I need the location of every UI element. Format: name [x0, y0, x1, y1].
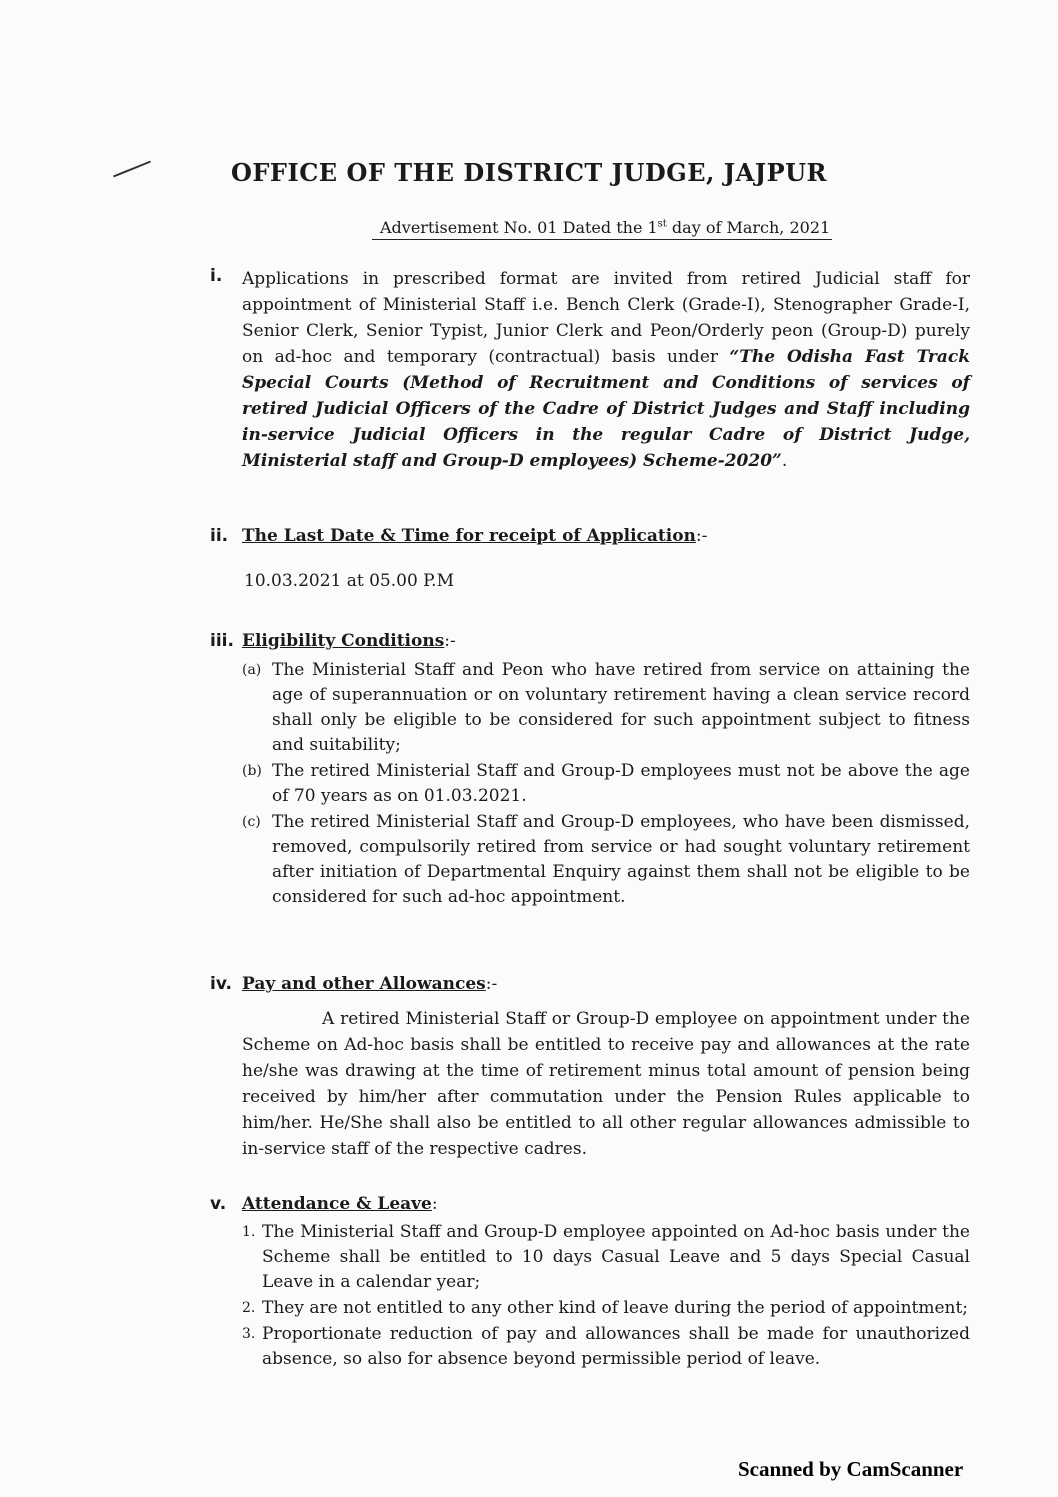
section-v-heading-text: Attendance & Leave — [242, 1194, 432, 1214]
advertisement-suffix: day of March, 2021 — [666, 218, 831, 237]
section-ii-heading-text: The Last Date & Time for receipt of Application — [242, 526, 696, 546]
section-i — [210, 266, 970, 474]
eligibility-item-c — [242, 810, 970, 910]
section-v-number: v. — [210, 1194, 227, 1214]
section-iii — [210, 631, 970, 910]
section-i-end: . — [781, 451, 788, 471]
eligibility-item-b-label: (b) — [242, 763, 262, 779]
leave-item-3-text: Proportionate reduction of pay and allowances shall be made for unauthorized absence, so also for absence beyond permissible period of leave. — [262, 1324, 970, 1369]
section-ii-heading — [242, 526, 970, 546]
eligibility-item-b — [242, 759, 970, 809]
eligibility-item-b-text: The retired Ministerial Staff and Group-D employees must not be above the age of 70 years as on 01.03.2021. — [272, 761, 970, 806]
section-iii-number: iii. — [210, 631, 234, 651]
section-iv — [210, 974, 970, 1162]
leave-item-3-label: 3. — [242, 1326, 256, 1342]
section-iv-heading-suffix: :- — [485, 974, 498, 994]
section-v-heading-suffix: : — [431, 1194, 438, 1214]
eligibility-item-c-text: The retired Ministerial Staff and Group-D employees, who have been dismissed, removed, compulsorily retired from service or had sought voluntary retirement after initiation of Departmental Enquiry against them shall not be eligible to be considered for such ad-hoc appointment. — [272, 812, 970, 907]
scanner-watermark: Scanned by CamScanner — [738, 1457, 964, 1481]
section-i-number: i. — [210, 266, 223, 286]
section-iv-number: iv. — [210, 974, 232, 994]
section-iv-heading-text: Pay and other Allowances — [242, 974, 486, 994]
scheme-name: “The Odisha Fast Track Special Courts (Method of Recruitment and Conditions of services of retired Judicial Officers of the Cadre of District Judges and Staff including in-service Judicial Officers in the regular Cadre of District Judge, Ministerial staff and Group-D employees) Scheme-2020” — [242, 347, 970, 471]
section-iv-heading — [242, 974, 970, 994]
leave-item-2-label: 2. — [242, 1300, 256, 1316]
section-i-text — [242, 266, 970, 474]
pay-allowances-paragraph: A retired Ministerial Staff or Group-D employee on appointment under the Scheme on Ad-hoc basis shall be entitled to receive pay and allowances at the rate he/she was drawing at the time of retirement minus total amount of pension being received by him/her after commutation under the Pension Rules applicable to him/her. He/She shall also be entitled to all other regular allowances admissible to in-service staff of the respective cadres. — [242, 1009, 970, 1159]
leave-item-1 — [242, 1220, 970, 1295]
section-ii-number: ii. — [210, 526, 229, 546]
section-i-intro: Applications in prescribed format are invited from retired Judicial staff for appointment of Ministerial Staff i.e. Bench Clerk (Grade-I), Stenographer Grade-I, Senior Clerk, Senior Typist, Junior Clerk and Peon/Orderly peon (Group-D) purely on ad-hoc and temporary (contractual) basis under — [242, 269, 970, 367]
eligibility-item-a-text: The Ministerial Staff and Peon who have retired from service on attaining the age of superannuation or on voluntary retirement having a clean service record shall only be eligible to be considered for such appointment subject to fitness and suitability; — [272, 660, 970, 755]
section-v-heading — [242, 1194, 970, 1214]
leave-item-2 — [242, 1296, 970, 1321]
section-ii-heading-suffix: :- — [695, 526, 708, 546]
leave-item-1-text: The Ministerial Staff and Group-D employee appointed on Ad-hoc basis under the Scheme shall be entitled to 10 days Casual Leave and 5 days Special Casual Leave in a calendar year; — [262, 1222, 970, 1292]
section-iii-heading-text: Eligibility Conditions — [242, 631, 445, 651]
section-v — [210, 1194, 970, 1372]
leave-item-2-text: They are not entitled to any other kind of leave during the period of appointment; — [262, 1298, 969, 1318]
leave-item-3 — [242, 1322, 970, 1372]
advertisement-prefix: Advertisement No. 01 Dated the 1 — [380, 218, 658, 237]
advertisement-line — [372, 218, 832, 240]
eligibility-item-a — [242, 658, 970, 758]
section-iii-heading — [242, 631, 970, 651]
leave-item-1-label: 1. — [242, 1224, 256, 1240]
section-ii — [210, 526, 970, 546]
eligibility-item-a-label: (a) — [242, 662, 262, 678]
advertisement-sup: st — [657, 218, 667, 230]
last-date-value: 10.03.2021 at 05.00 P.M — [244, 571, 454, 591]
office-title: OFFICE OF THE DISTRICT JUDGE, JAJPUR — [230, 158, 827, 187]
section-iii-heading-suffix: :- — [444, 631, 456, 651]
eligibility-item-c-label: (c) — [242, 814, 261, 830]
